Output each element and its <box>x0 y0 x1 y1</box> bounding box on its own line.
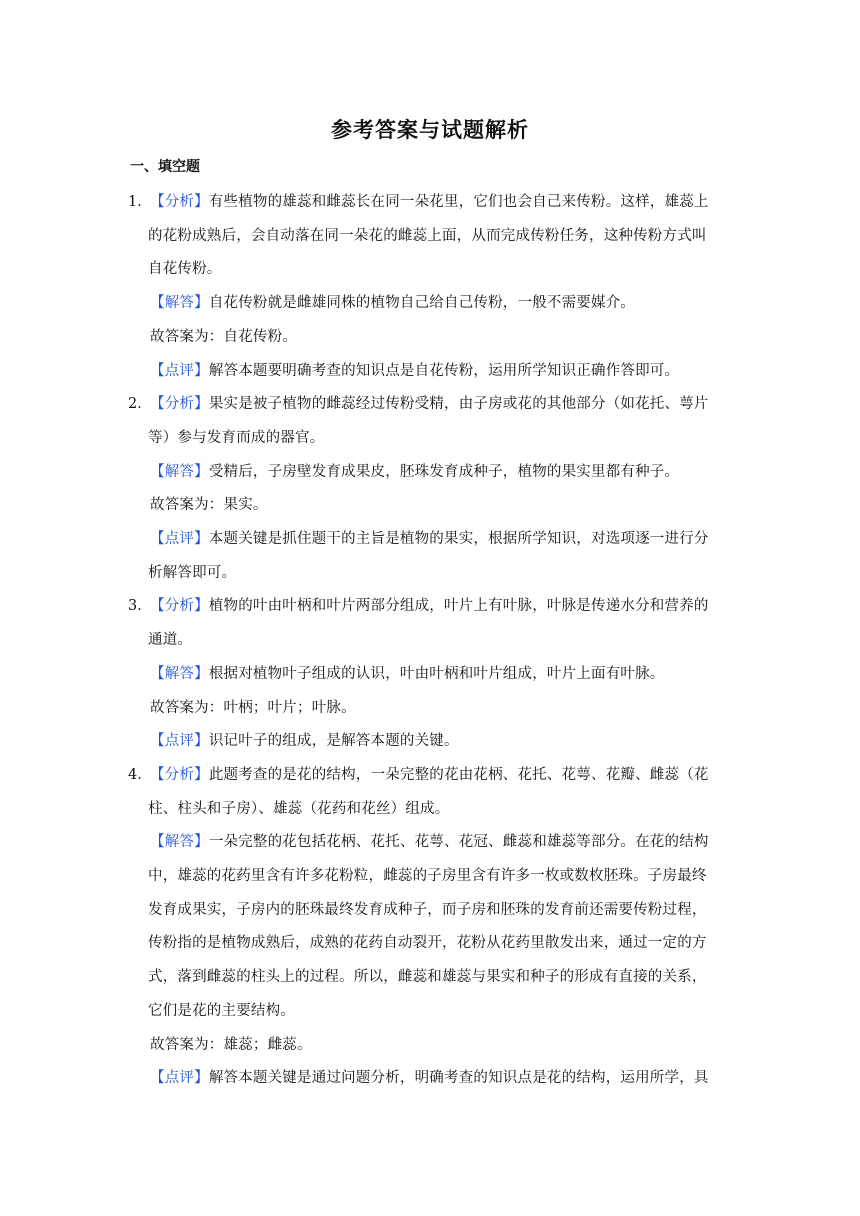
result-line <box>150 696 356 717</box>
result-text: 故答案为：雄蕊；雌蕊。 <box>150 1036 312 1053</box>
page-title: 参考答案与试题解析 <box>331 117 529 142</box>
answer-line <box>148 898 707 919</box>
answer-text: 一朵完整的花包括花柄、花托、花萼、花冠、雌蕊和雄蕊等部分。在花的结构 <box>208 834 709 851</box>
question-number: 2． <box>128 396 152 413</box>
answer-tag: 【解答】 <box>150 295 209 312</box>
analysis-line <box>150 190 709 211</box>
answer-tag: 【解答】 <box>150 463 209 480</box>
comment-line <box>150 527 709 548</box>
result-line <box>150 493 268 514</box>
comment-line <box>150 1066 709 1087</box>
result-line <box>150 325 297 346</box>
comment-text: 析解答即可。 <box>148 564 237 581</box>
comment-tag: 【点评】 <box>150 733 209 750</box>
comment-line <box>150 359 679 380</box>
answer-line <box>148 999 295 1020</box>
comment-tag: 【点评】 <box>150 1070 209 1087</box>
analysis-text: 等）参与发育而成的器官。 <box>148 429 325 446</box>
analysis-line <box>150 763 709 784</box>
result-text: 故答案为：自花传粉。 <box>150 328 297 345</box>
result-line <box>150 1033 312 1054</box>
comment-text: 识记叶子的组成，是解答本题的关键。 <box>208 733 459 750</box>
question-number: 4． <box>128 766 152 783</box>
answer-text: 受精后，子房壁发育成果皮，胚珠发育成种子，植物的果实里都有种子。 <box>208 463 680 480</box>
answer-text: 自花传粉就是雌雄同株的植物自己给自己传粉，一般不需要媒介。 <box>208 295 636 312</box>
analysis-text: 的花粉成熟后，会自动落在同一朵花的雌蕊上面，从而完成传粉任务，这种传粉方式叫 <box>148 227 707 244</box>
question-number: 3． <box>128 598 152 615</box>
analysis-tag: 【分析】 <box>150 598 209 615</box>
analysis-line <box>150 392 709 413</box>
analysis-text: 柱、柱头和子房）、雄蕊（花药和花丝）组成。 <box>148 800 450 817</box>
analysis-line <box>148 257 222 278</box>
comment-text: 解答本题要明确考查的知识点是自花传粉，运用所学知识正确作答即可。 <box>208 362 680 379</box>
section-heading: 一、填空题 <box>130 159 200 175</box>
comment-line <box>148 561 236 582</box>
analysis-line <box>150 594 709 615</box>
analysis-text: 果实是被子植物的雌蕊经过传粉受精，由子房或花的其他部分（如花托、萼片 <box>208 396 709 413</box>
analysis-text: 此题考查的是花的结构，一朵完整的花由花柄、花托、花萼、花瓣、雌蕊（花 <box>208 766 709 783</box>
answer-text: 发育成果实，子房内的胚珠最终发育成种子，而子房和胚珠的发育前还需要传粉过程， <box>148 901 707 918</box>
comment-text: 本题关键是抓住题干的主旨是植物的果实，根据所学知识，对选项逐一进行分 <box>208 531 709 547</box>
answer-tag: 【解答】 <box>150 834 209 851</box>
analysis-tag: 【分析】 <box>150 194 209 210</box>
analysis-text: 有些植物的雄蕊和雌蕊长在同一朵花里，它们也会自己来传粉。这样，雄蕊上 <box>208 194 709 210</box>
comment-tag: 【点评】 <box>150 531 209 547</box>
answer-text: 根据对植物叶子组成的认识，叶由叶柄和叶片组成，叶片上面有叶脉。 <box>208 665 665 682</box>
result-text: 故答案为：叶柄；叶片；叶脉。 <box>150 699 356 716</box>
analysis-text: 植物的叶由叶柄和叶片两部分组成，叶片上有叶脉，叶脉是传递水分和营养的 <box>208 598 709 615</box>
answer-text: 式，落到雌蕊的柱头上的过程。所以，雌蕊和雄蕊与果实和种子的形成有直接的关系， <box>148 969 707 986</box>
analysis-line <box>148 797 449 818</box>
answer-line <box>148 931 707 952</box>
analysis-text: 自花传粉。 <box>148 261 222 278</box>
comment-text: 解答本题关键是通过问题分析，明确考查的知识点是花的结构，运用所学，具 <box>208 1070 709 1087</box>
answer-line <box>150 460 679 481</box>
analysis-line <box>148 224 707 245</box>
analysis-line <box>148 426 324 447</box>
analysis-tag: 【分析】 <box>150 396 209 413</box>
answer-line <box>148 864 707 885</box>
answer-line <box>150 662 665 683</box>
answer-line <box>148 965 707 986</box>
answer-text: 它们是花的主要结构。 <box>148 1002 295 1019</box>
question-number: 1． <box>128 194 152 210</box>
analysis-text: 通道。 <box>148 632 193 649</box>
answer-text: 中，雄蕊的花药里含有许多花粉粒，雌蕊的子房里含有许多一枚或数枚胚珠。子房最终 <box>148 868 707 884</box>
answer-line <box>150 291 635 312</box>
answer-text: 传粉指的是植物成熟后，成熟的花药自动裂开，花粉从花药里散发出来，通过一定的方 <box>148 935 707 952</box>
answer-line <box>150 830 709 851</box>
answer-tag: 【解答】 <box>150 665 209 682</box>
comment-tag: 【点评】 <box>150 362 209 379</box>
analysis-line <box>148 628 192 649</box>
analysis-tag: 【分析】 <box>150 766 209 783</box>
comment-line <box>150 729 459 750</box>
result-text: 故答案为：果实。 <box>150 497 268 514</box>
